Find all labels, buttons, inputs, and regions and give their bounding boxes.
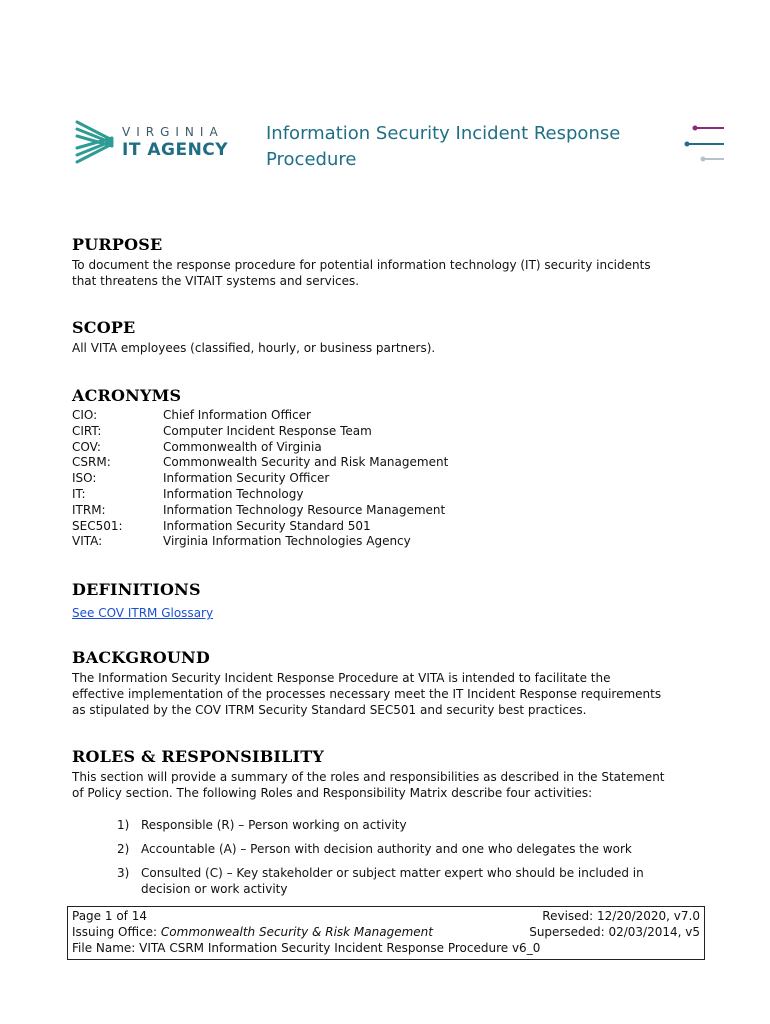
- list-item-number: 1): [117, 818, 130, 832]
- scope-text: All VITA employees (classified, hourly, or business partners).: [72, 341, 436, 355]
- purpose-text-line2: that threatens the VITAIT systems and services.: [72, 274, 360, 288]
- acronym-abbr: VITA:: [72, 534, 103, 549]
- acronyms-heading: ACRONYMS: [72, 386, 182, 405]
- roles-text-line1: This section will provide a summary of the roles and responsibilities as described in the Statement: [72, 770, 665, 784]
- logo-text-it-agency: IT AGENCY: [122, 140, 229, 160]
- acronym-abbr: ISO:: [72, 471, 97, 486]
- list-item-line1: Responsible (R) – Person working on activity: [141, 818, 407, 832]
- list-item: [117, 841, 687, 857]
- acronym-desc: Information Security Officer: [163, 471, 330, 486]
- purpose-section: [72, 235, 702, 289]
- scope-section: [72, 318, 702, 356]
- acronym-desc: Commonwealth Security and Risk Management: [163, 455, 449, 470]
- acronym-desc: Commonwealth of Virginia: [163, 439, 322, 454]
- list-item-number: 2): [117, 842, 130, 856]
- acronym-desc: Information Technology: [163, 486, 304, 501]
- roles-section: [72, 747, 702, 801]
- issuing-office-value: Commonwealth Security & Risk Management: [160, 925, 433, 939]
- acronym-abbr: IT:: [72, 486, 86, 501]
- acronyms-section: [72, 386, 702, 550]
- roles-list: [117, 817, 687, 905]
- acronym-desc: Virginia Information Technologies Agency: [163, 534, 411, 549]
- circuit-lines-icon: [684, 122, 728, 166]
- background-text-line2: effective implementation of the processes necessary meet the IT Incident Response requirements: [72, 687, 662, 701]
- page-number: Page 1 of 14: [72, 909, 147, 923]
- footer-row-1: [72, 908, 700, 924]
- document-title-line1: Information Security Incident Response: [266, 123, 621, 144]
- list-item: [117, 865, 687, 897]
- acronym-abbr: ITRM:: [72, 502, 106, 517]
- acronym-desc: Information Technology Resource Management: [163, 502, 446, 517]
- issuing-office: [72, 924, 433, 940]
- document-title: [266, 121, 646, 173]
- footer-row-2: [72, 924, 700, 940]
- logo-stripes-icon: [74, 118, 114, 168]
- acronym-abbr: CIO:: [72, 408, 98, 422]
- acronym-abbr: SEC501:: [72, 518, 123, 533]
- list-item-line2: decision or work activity: [141, 882, 288, 896]
- roles-text-line2: of Policy section. The following Roles and Responsibility Matrix describe four activities:: [72, 786, 593, 800]
- purpose-heading: PURPOSE: [72, 235, 163, 254]
- superseded-date: Superseded: 02/03/2014, v5: [529, 925, 700, 939]
- roles-heading: ROLES & RESPONSIBILITY: [72, 747, 324, 766]
- virginia-it-agency-logo: [74, 118, 239, 168]
- file-name: File Name: VITA CSRM Information Security Incident Response Procedure v6_0: [72, 941, 541, 955]
- list-item: [117, 817, 687, 833]
- acronyms-list: [72, 408, 702, 550]
- list-item-number: 3): [117, 866, 130, 880]
- background-text-line3: as stipulated by the COV ITRM Security Standard SEC501 and security best practices.: [72, 703, 587, 717]
- definitions-heading: DEFINITIONS: [72, 580, 201, 599]
- cov-itrm-glossary-link[interactable]: See COV ITRM Glossary: [72, 606, 214, 620]
- list-item-line1: Accountable (A) – Person with decision authority and one who delegates the work: [141, 842, 632, 856]
- document-title-line2: Procedure: [266, 149, 357, 170]
- acronym-desc: Computer Incident Response Team: [163, 423, 372, 438]
- footer-row-3: [72, 940, 700, 956]
- scope-heading: SCOPE: [72, 318, 136, 337]
- list-item-text: [141, 865, 687, 897]
- list-item-text: [141, 817, 687, 833]
- list-item-text: [141, 841, 687, 857]
- page-footer: [67, 906, 705, 960]
- acronym-abbr: CIRT:: [72, 423, 102, 438]
- acronym-abbr: CSRM:: [72, 455, 111, 470]
- definitions-section: [72, 580, 702, 621]
- logo-text-virginia: VIRGINIA: [122, 125, 224, 139]
- purpose-text-line1: To document the response procedure for potential information technology (IT) security incidents: [72, 258, 651, 272]
- acronym-abbr: COV:: [72, 439, 101, 454]
- issuing-office-label: Issuing Office:: [72, 925, 161, 939]
- background-heading: BACKGROUND: [72, 648, 210, 667]
- background-section: [72, 648, 702, 718]
- list-item-line1: Consulted (C) – Key stakeholder or subject matter expert who should be included in: [141, 866, 644, 880]
- revised-date: Revised: 12/20/2020, v7.0: [542, 909, 700, 923]
- acronym-desc: Chief Information Officer: [163, 408, 311, 422]
- acronym-desc: Information Security Standard 501: [163, 518, 371, 533]
- background-text-line1: The Information Security Incident Response Procedure at VITA is intended to facilitate the: [72, 671, 611, 685]
